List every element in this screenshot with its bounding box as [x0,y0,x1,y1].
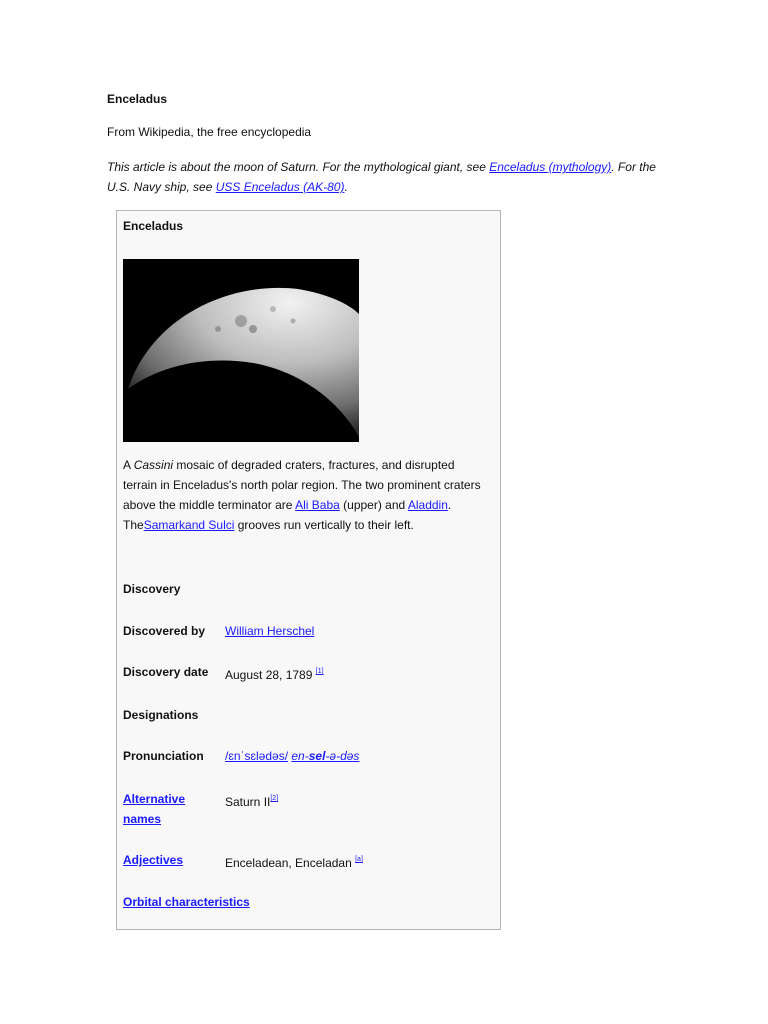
adjectives-value [225,850,485,873]
infobox-title: Enceladus [123,219,184,233]
link-ali-baba[interactable]: Ali Baba [295,498,340,512]
link-enceladus-mythology[interactable]: Enceladus (mythology) [489,160,612,174]
ref-2-link[interactable]: [2] [270,795,279,802]
adjectives-label [123,850,218,870]
ref-a-link[interactable]: [a] [355,856,363,863]
caption-text-2: mosaic of degraded craters, fractures, and disrupted terrain in Enceladus's north polar region. The two prominent craters above the middle terminator are [123,458,481,512]
moon-crescent-graphic [123,259,359,442]
respell-part-2: sel [308,749,326,763]
page-subtitle: From Wikipedia, the free encyclopedia [107,125,312,139]
designations-header: Designations [123,708,199,722]
link-samarkand-sulci[interactable]: Samarkand Sulci [143,518,235,532]
caption-italic-cassini: Cassini [133,458,174,472]
respell-part-1: en- [291,749,309,763]
page-title: Enceladus [107,92,168,106]
link-uss-enceladus[interactable]: USS Enceladus (AK-80) [215,180,345,194]
link-alternative-names[interactable]: Alternative names [123,792,186,826]
hatnote-text-2: . For the U.S. Navy ship, see [107,160,656,194]
image-caption [123,455,491,535]
link-orbital-characteristics[interactable]: Orbital characteristics [123,895,250,909]
pronunciation-value [225,746,485,766]
alt-names-text: Saturn II [225,795,271,809]
alternative-names-value [225,789,485,812]
link-pronunciation-respelling[interactable] [291,749,359,763]
adjectives-text: Enceladean, Enceladan [225,856,356,870]
enceladus-image[interactable] [123,259,359,442]
discovery-date-value [225,662,485,685]
alternative-names-label [123,789,218,829]
discovered-by-value [225,621,485,641]
infobox [116,210,501,930]
hatnote-text-1: This article is about the moon of Saturn. For the mythological giant, see [107,160,490,174]
link-pronunciation-ipa[interactable]: /ɛnˈsɛlədəs/ [225,749,289,763]
caption-text-4: . The [123,498,452,532]
discovery-date-label: Discovery date [123,665,209,679]
discovery-date-text: August 28, 1789 [225,668,316,682]
hatnote-text-3: . [344,180,348,194]
link-aladdin[interactable]: Aladdin [407,498,448,512]
discovery-header: Discovery [123,582,181,596]
discovered-by-label: Discovered by [123,624,206,638]
caption-text-3: (upper) and [339,498,408,512]
link-adjectives[interactable]: Adjectives [123,853,184,867]
orbital-characteristics-header [123,892,493,912]
ref-1-link[interactable]: [1] [315,668,324,675]
pronunciation-label: Pronunciation [123,749,204,763]
link-william-herschel[interactable]: William Herschel [225,624,315,638]
hatnote [107,157,667,197]
respell-part-3: -ə-dəs [325,749,360,763]
caption-text-5: grooves run vertically to their left. [234,518,414,532]
caption-text-1: A [123,458,134,472]
